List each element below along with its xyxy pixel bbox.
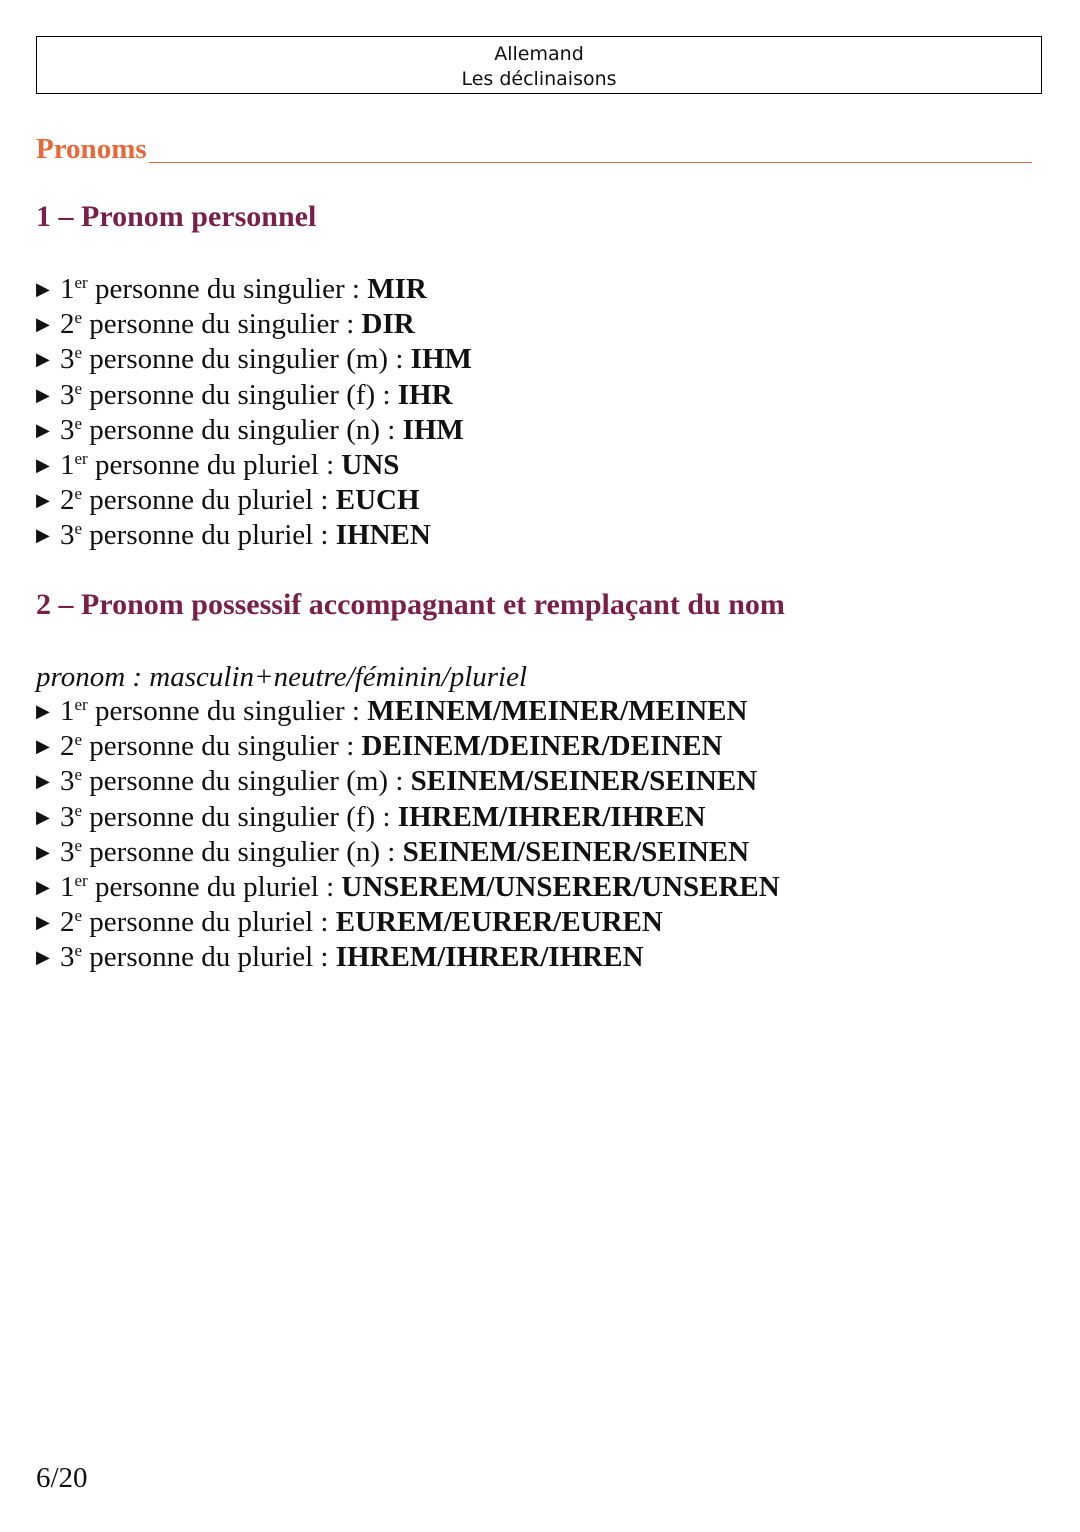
person-ordinal (60, 449, 88, 481)
list-item (36, 694, 780, 729)
list-item (36, 518, 472, 553)
list-item (36, 729, 780, 764)
list-item (36, 870, 780, 905)
ordinal-suffix: e (74, 906, 83, 926)
ordinal-number: 2 (60, 484, 75, 517)
ordinal-suffix: e (74, 308, 83, 328)
list-item (36, 764, 780, 799)
ordinal-suffix: e (74, 413, 83, 433)
pronoun-value: EUCH (335, 484, 420, 517)
pronoun-value: EUREM/EURER/EUREN (335, 906, 663, 939)
triangle-right-icon: ▶ (36, 701, 50, 721)
pronoun-value: UNSEREM/UNSERER/UNSEREN (341, 871, 780, 904)
ordinal-suffix: er (74, 449, 88, 469)
triangle-right-icon: ▶ (36, 525, 50, 546)
header-subject: Allemand (494, 43, 584, 65)
ordinal-suffix: e (74, 378, 83, 398)
triangle-right-icon: ▶ (36, 384, 50, 405)
person-ordinal (60, 273, 88, 305)
ordinal-number: 3 (60, 378, 75, 411)
list-item (36, 272, 472, 307)
section-title (36, 130, 1032, 166)
triangle-right-icon: ▶ (36, 877, 50, 898)
person-ordinal (60, 308, 82, 340)
ordinal-number: 1 (60, 695, 75, 727)
triangle-right-icon: ▶ (36, 806, 50, 827)
triangle-right-icon: ▶ (36, 912, 50, 933)
person-label: personne du singulier : (87, 695, 368, 727)
pronoun-value: SEINEM/SEINER/SEINEN (402, 835, 750, 868)
person-ordinal (60, 941, 82, 973)
person-ordinal (60, 801, 82, 833)
personal-pronoun-list (36, 272, 472, 554)
triangle-right-icon: ▶ (36, 841, 50, 862)
triangle-right-icon: ▶ (36, 771, 50, 792)
ordinal-suffix: er (74, 695, 88, 714)
triangle-right-icon: ▶ (36, 947, 50, 968)
ordinal-suffix: e (74, 800, 83, 820)
list-item (36, 940, 780, 975)
person-label: personne du pluriel : (87, 449, 342, 482)
list-item (36, 448, 472, 483)
person-label: personne du singulier (n) : (82, 835, 403, 868)
triangle-right-icon: ▶ (36, 314, 50, 335)
ordinal-number: 3 (60, 765, 75, 798)
person-ordinal (60, 836, 82, 868)
pronoun-value: IHM (402, 413, 464, 446)
person-label: personne du singulier (n) : (82, 413, 403, 446)
person-ordinal (60, 343, 82, 375)
list-item (36, 413, 472, 448)
possessive-pronoun-list (36, 694, 780, 976)
ordinal-number: 3 (60, 800, 75, 833)
list-item (36, 905, 780, 940)
triangle-right-icon: ▶ (36, 490, 50, 511)
ordinal-suffix: e (74, 484, 83, 504)
ordinal-number: 3 (60, 835, 75, 868)
pronoun-value: DIR (361, 308, 415, 341)
ordinal-number: 2 (60, 730, 75, 763)
person-ordinal (60, 414, 82, 446)
pronoun-value: IHREM/IHRER/IHREN (397, 800, 706, 833)
person-ordinal (60, 765, 82, 797)
ordinal-suffix: e (74, 519, 83, 539)
ordinal-number: 2 (60, 308, 75, 341)
list-item (36, 835, 780, 870)
person-label: personne du singulier (m) : (82, 765, 411, 798)
triangle-right-icon: ▶ (36, 349, 50, 370)
ordinal-suffix: e (74, 941, 83, 961)
ordinal-number: 3 (60, 519, 75, 552)
ordinal-suffix: e (74, 730, 83, 750)
person-label: personne du singulier (f) : (82, 800, 398, 833)
list-item (36, 378, 472, 413)
possessive-pronoun-note: pronom : masculin+neutre/féminin/pluriel (36, 661, 528, 693)
person-label: personne du singulier (m) : (82, 343, 411, 376)
person-ordinal (60, 695, 88, 727)
ordinal-suffix: er (74, 273, 88, 292)
pronoun-value: IHR (397, 378, 453, 411)
pronoun-value: IHREM/IHRER/IHREN (335, 941, 644, 974)
ordinal-suffix: er (74, 871, 88, 891)
ordinal-number: 3 (60, 343, 75, 376)
ordinal-suffix: e (74, 835, 83, 855)
ordinal-number: 1 (60, 273, 75, 305)
person-label: personne du pluriel : (87, 871, 342, 904)
header-chapter: Les déclinaisons (461, 68, 617, 90)
person-label: personne du singulier : (82, 730, 362, 763)
person-ordinal (60, 519, 82, 551)
pronoun-value: UNS (341, 449, 400, 482)
ordinal-suffix: e (74, 765, 83, 785)
ordinal-suffix: e (74, 343, 83, 363)
document-header (36, 36, 1042, 94)
person-label: personne du singulier (f) : (82, 378, 398, 411)
section-title-text: Pronoms (36, 133, 147, 165)
pronoun-value: IHNEN (335, 519, 431, 552)
person-label: personne du singulier : (82, 308, 362, 341)
ordinal-number: 2 (60, 906, 75, 939)
triangle-right-icon: ▶ (36, 736, 50, 757)
pronoun-value: IHM (410, 343, 472, 376)
person-label: personne du singulier : (87, 273, 368, 305)
person-label: personne du pluriel : (82, 941, 336, 974)
person-label: personne du pluriel : (82, 484, 336, 517)
list-item (36, 483, 472, 518)
ordinal-number: 1 (60, 871, 75, 904)
page-number: 6/20 (36, 1462, 88, 1494)
ordinal-number: 3 (60, 941, 75, 974)
list-item (36, 342, 472, 377)
person-ordinal (60, 484, 82, 516)
person-ordinal (60, 379, 82, 411)
ordinal-number: 3 (60, 413, 75, 446)
subsection-title-personal-pronoun: 1 – Pronom personnel (36, 200, 317, 233)
person-ordinal (60, 871, 88, 903)
triangle-right-icon: ▶ (36, 455, 50, 476)
list-item (36, 800, 780, 835)
person-label: personne du pluriel : (82, 519, 336, 552)
triangle-right-icon: ▶ (36, 279, 50, 299)
pronoun-value: MIR (367, 273, 427, 305)
pronoun-value: DEINEM/DEINER/DEINEN (361, 730, 723, 763)
section-title-rule (149, 162, 1032, 163)
triangle-right-icon: ▶ (36, 419, 50, 440)
person-ordinal (60, 906, 82, 938)
pronoun-value: SEINEM/SEINER/SEINEN (410, 765, 758, 798)
person-ordinal (60, 730, 82, 762)
list-item (36, 307, 472, 342)
subsection-title-possessive-pronoun: 2 – Pronom possessif accompagnant et remplaçant du nom (36, 588, 785, 621)
person-label: personne du pluriel : (82, 906, 336, 939)
pronoun-value: MEINEM/MEINER/MEINEN (367, 695, 748, 727)
ordinal-number: 1 (60, 449, 75, 482)
